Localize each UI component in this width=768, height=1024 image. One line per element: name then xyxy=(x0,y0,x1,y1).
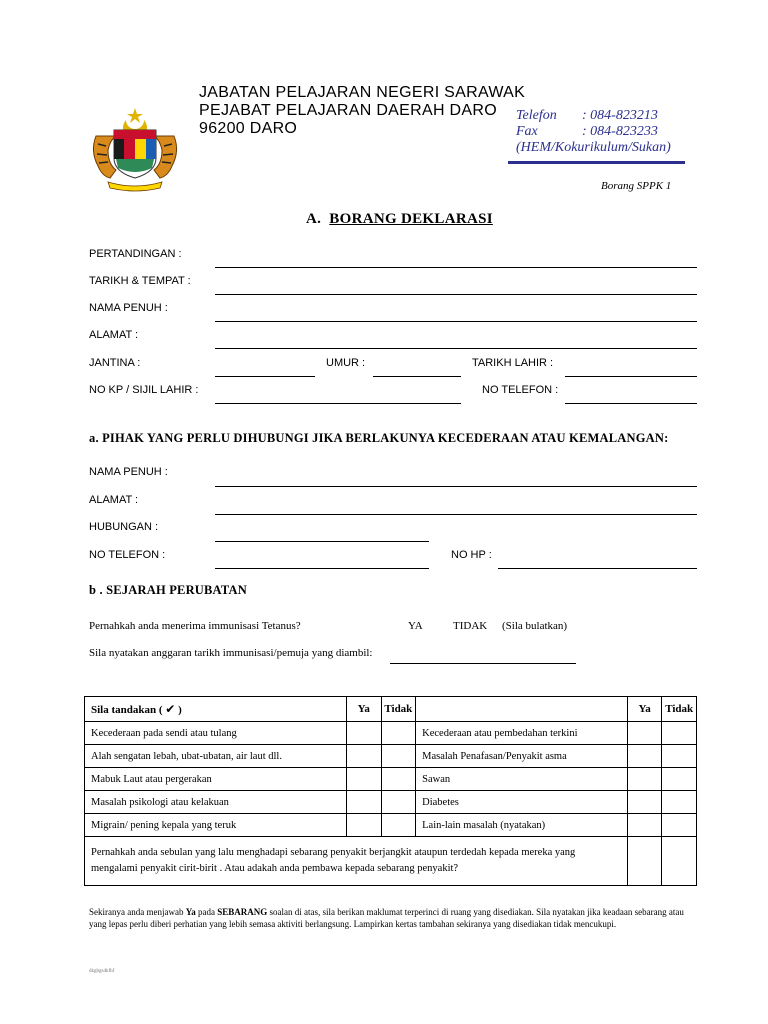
page-title xyxy=(306,211,493,228)
checkbox-tidak[interactable] xyxy=(662,814,697,837)
form-number: Borang SPPK 1 xyxy=(601,180,672,192)
checkbox-ya[interactable] xyxy=(627,837,662,886)
field-no-kp[interactable] xyxy=(215,403,461,404)
field-tarikh-tempat[interactable] xyxy=(215,294,697,295)
checkbox-ya[interactable] xyxy=(346,814,381,837)
table-row xyxy=(85,768,697,791)
checkmark-icon: ✔ xyxy=(165,702,176,716)
circle-instruction: (Sila bulatkan) xyxy=(502,620,568,632)
table-row xyxy=(85,791,697,814)
label-no-telefon: NO TELEFON : xyxy=(482,384,559,396)
condition-right: Sawan xyxy=(416,768,628,791)
table-row-infectious xyxy=(85,837,697,886)
checkbox-tidak[interactable] xyxy=(381,814,416,837)
title-text: BORANG DEKLARASI xyxy=(329,211,493,227)
tetanus-tidak-option[interactable]: TIDAK xyxy=(453,620,488,632)
table-header-row xyxy=(85,697,697,722)
header-line-3: 96200 DARO xyxy=(199,120,298,137)
field-no-hp[interactable] xyxy=(498,568,697,569)
unit-label: (HEM/Kokurikulum/Sukan) xyxy=(516,140,671,155)
crest xyxy=(86,106,184,194)
condition-right: Diabetes xyxy=(416,791,628,814)
fax-value: : 084-823233 xyxy=(582,124,658,139)
field-hubungan[interactable] xyxy=(215,541,429,542)
checkbox-tidak[interactable] xyxy=(662,722,697,745)
field-jantina[interactable] xyxy=(215,376,315,377)
checkbox-ya[interactable] xyxy=(627,768,662,791)
tetanus-question: Pernahkah anda menerima immunisasi Tetanus? xyxy=(89,620,301,632)
field-immunisation-date[interactable] xyxy=(390,663,576,664)
fax-label: Fax xyxy=(516,124,538,139)
label-hubungan: HUBUNGAN : xyxy=(89,521,159,533)
table-row xyxy=(85,722,697,745)
checkbox-ya[interactable] xyxy=(627,745,662,768)
checkbox-tidak[interactable] xyxy=(662,768,697,791)
condition-left: Mabuk Laut atau pergerakan xyxy=(85,768,347,791)
title-prefix: A. xyxy=(306,211,322,227)
condition-left: Alah sengatan lebah, ubat-ubatan, air laut dll. xyxy=(85,745,347,768)
header-line-1: JABATAN PELAJARAN NEGERI SARAWAK xyxy=(199,84,526,101)
col-tidak-left: Tidak xyxy=(381,697,416,722)
field-no-telefon[interactable] xyxy=(565,403,697,404)
table-row xyxy=(85,814,697,837)
label-contact-telefon: NO TELEFON : xyxy=(89,549,166,561)
field-nama-penuh[interactable] xyxy=(215,321,697,322)
condition-right: Kecederaan atau pembedahan terkini xyxy=(416,722,628,745)
header-line-2: PEJABAT PELAJARAN DAERAH DARO xyxy=(199,102,497,119)
label-no-hp: NO HP : xyxy=(451,549,492,561)
footnote: Sekiranya anda menjawab Ya pada SEBARANG soalan di atas, sila berikan maklumat terperinci di ruang yang disediakan. Sila nyatakan jika keadaan sebarang atau yang lepas perlu diberi perhatian yang lebih semasa aktiviti berlangsung. Lampirkan kertas tambahan sekiranya yang disediakan tidak mencukupi. xyxy=(89,907,684,929)
label-pertandingan: PERTANDINGAN : xyxy=(89,248,182,260)
page-code: dkgbgsdkfhf xyxy=(89,969,115,974)
malaysia-coat-of-arms-icon xyxy=(86,106,184,194)
label-tarikh-tempat: TARIKH & TEMPAT : xyxy=(89,275,191,287)
phone-value: : 084-823213 xyxy=(582,108,658,123)
table-header-label: Sila tandakan ( ✔ ) xyxy=(85,697,347,722)
infectious-disease-question: Pernahkah anda sebulan yang lalu menghadapi sebarang penyakit berjangkit ataupun terdedah kepada mereka yang mengalami penyakit cirit-birit . Atau adakah anda pembawa kepada sebarang penyakit? xyxy=(85,837,628,886)
field-tarikh-lahir[interactable] xyxy=(565,376,697,377)
label-jantina: JANTINA : xyxy=(89,357,141,369)
checkbox-ya[interactable] xyxy=(346,722,381,745)
condition-left: Masalah psikologi atau kelakuan xyxy=(85,791,347,814)
col-ya-right: Ya xyxy=(627,697,662,722)
checkbox-tidak[interactable] xyxy=(381,722,416,745)
section-b-title: b . SEJARAH PERUBATAN xyxy=(89,583,247,597)
field-contact-nama[interactable] xyxy=(215,486,697,487)
condition-right: Lain-lain masalah (nyatakan) xyxy=(416,814,628,837)
header-rule xyxy=(508,161,685,164)
checkbox-tidak[interactable] xyxy=(381,745,416,768)
condition-right: Masalah Penafasan/Penyakit asma xyxy=(416,745,628,768)
label-no-kp: NO KP / SIJIL LAHIR : xyxy=(89,384,199,396)
col-tidak-right: Tidak xyxy=(662,697,697,722)
label-umur: UMUR : xyxy=(326,357,366,369)
field-umur[interactable] xyxy=(373,376,461,377)
checkbox-tidak[interactable] xyxy=(381,791,416,814)
field-alamat[interactable] xyxy=(215,348,697,349)
label-nama-penuh: NAMA PENUH : xyxy=(89,302,168,314)
medical-checklist-table xyxy=(84,696,697,886)
checkbox-ya[interactable] xyxy=(346,791,381,814)
immunisation-date-question: Sila nyatakan anggaran tarikh immunisasi/pemuja yang diambil: xyxy=(89,647,373,659)
checkbox-ya[interactable] xyxy=(346,745,381,768)
field-pertandingan[interactable] xyxy=(215,267,697,268)
field-contact-telefon[interactable] xyxy=(215,568,429,569)
checkbox-tidak[interactable] xyxy=(381,768,416,791)
section-a-title: a. PIHAK YANG PERLU DIHUBUNGI JIKA BERLAKUNYA KECEDERAAN ATAU KEMALANGAN: xyxy=(89,431,669,445)
checkbox-tidak[interactable] xyxy=(662,745,697,768)
condition-left: Kecederaan pada sendi atau tulang xyxy=(85,722,347,745)
label-contact-nama: NAMA PENUH : xyxy=(89,466,168,478)
checkbox-ya[interactable] xyxy=(627,791,662,814)
phone-label: Telefon xyxy=(516,108,557,123)
field-contact-alamat[interactable] xyxy=(215,514,697,515)
col-ya-left: Ya xyxy=(346,697,381,722)
checkbox-ya[interactable] xyxy=(627,722,662,745)
tetanus-ya-option[interactable]: YA xyxy=(408,620,423,632)
table-row xyxy=(85,745,697,768)
checkbox-tidak[interactable] xyxy=(662,791,697,814)
condition-left: Migrain/ pening kepala yang teruk xyxy=(85,814,347,837)
label-alamat: ALAMAT : xyxy=(89,329,139,341)
checkbox-ya[interactable] xyxy=(346,768,381,791)
label-tarikh-lahir: TARIKH LAHIR : xyxy=(472,357,554,369)
checkbox-tidak[interactable] xyxy=(662,837,697,886)
table-header-blank xyxy=(416,697,628,722)
checkbox-ya[interactable] xyxy=(627,814,662,837)
label-contact-alamat: ALAMAT : xyxy=(89,494,139,506)
